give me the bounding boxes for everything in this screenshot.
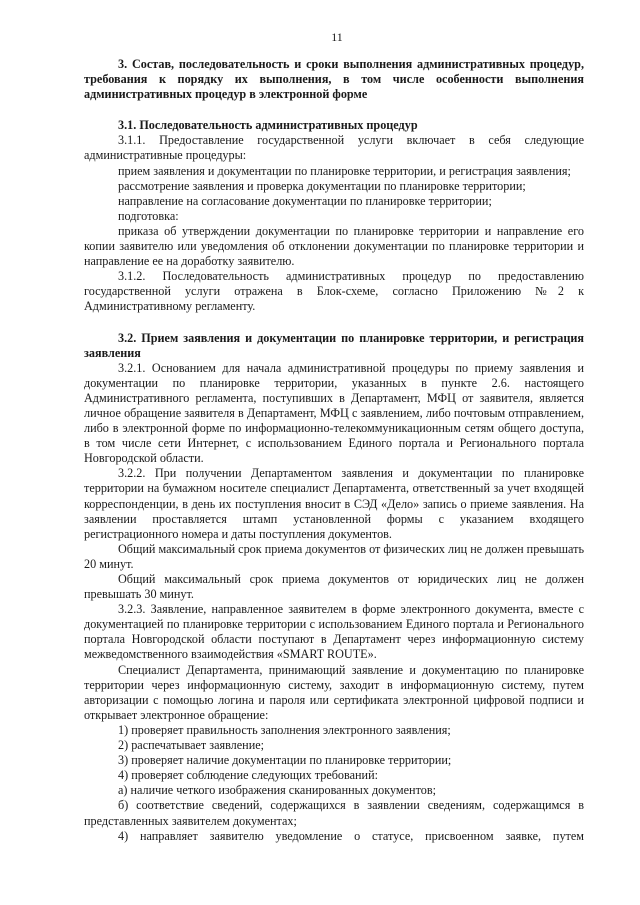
paragraph-time-individuals: Общий максимальный срок приема документов от физических лиц не должен превышать 20 минут. [84, 541, 584, 571]
check-list-item: 3) проверяет наличие документации по планировке территории; [118, 753, 452, 768]
paragraph-3-2-2: 3.2.2. При получении Департаментом заявления и документации по планировке территории на бумажном носителе специалист Департамента, ответственный за учет входящей корреспонденции, в день их поступления вносит в СЭД «Дело» запись о приеме заявления. На заявлении проставляется штамп установленной формы с указанием входящего регистрационного номера и даты поступления документов. [84, 466, 584, 541]
procedure-item: рассмотрение заявления и проверка документации по планировке территории; [118, 178, 526, 193]
check-list-item: 1) проверяет правильность заполнения электронного заявления; [118, 722, 451, 737]
check-list-item: 4) проверяет соблюдение следующих требований: [118, 768, 378, 783]
page-number: 11 [331, 30, 343, 44]
check-list-item: б) соответствие сведений, содержащихся в заявлении сведениям, содержащимся в представленных заявителем документах; [84, 798, 584, 828]
paragraph-3-1-1: 3.1.1. Предоставление государственной услуги включает в себя следующие административные процедуры: [84, 133, 584, 163]
check-list-item: 2) распечатывает заявление; [118, 738, 265, 753]
paragraph-specialist: Специалист Департамента, принимающий заявление и документацию по планировке территории через информационную систему, заходит в информационную систему, путем авторизации с помощью логина и пароля или сертификата электронной цифровой подписи и открывает электронное обращение: [84, 662, 584, 722]
paragraph-3-1-2: 3.1.2. Последовательность административных процедур по предоставлению государственной услуги отражена в Блок-схеме, согласно Приложению №2 к Административному регламенту. [84, 269, 584, 314]
procedure-item: приказа об утверждении документации по планировке территории и направление его копии заявителю или уведомления об отклонении документации по планировке территории и направление ее на доработку заявителю. [84, 223, 584, 269]
paragraph-time-legal-entities: Общий максимальный срок приема документов от юридических лиц не должен превышать 30 минут. [84, 572, 584, 602]
paragraph-3-2-1: 3.2.1. Основанием для начала административной процедуры по приему заявления и документации по планировке территории, указанных в пункте 2.6. настоящего Административного регламента, поступивших в Департамент, МФЦ от заявителя, является личное обращение заявителя в Департамент, МФЦ с заявлением, либо почтовым отправлением, либо в электронной форме по информационно-телекоммуникационным сетям общего доступа, в том числе сети Интернет, с использованием Единого портала и Регионального портала Новгородской области. [84, 360, 584, 466]
section-heading: 3. Состав, последовательность и сроки выполнения административных процедур, требования к порядку их выполнения, в том числе особенности выполнения административных процедур в электронной форме [84, 57, 584, 102]
subsection-heading-3-2: 3.2. Прием заявления и документации по планировке территории, и регистрация заявления [84, 330, 584, 360]
check-list-item: а) наличие четкого изображения сканированных документов; [118, 783, 436, 798]
procedure-item: направление на согласование документации по планировке территории; [118, 193, 492, 208]
procedure-item: подготовка: [118, 208, 179, 223]
procedure-item: прием заявления и документации по планировке территории, и регистрация заявления; [118, 163, 571, 178]
paragraph-3-2-3: 3.2.3. Заявление, направленное заявителем в форме электронного документа, вместе с документацией по планировке территории с использованием Единого портала и Регионального портала Новгородской области поступают в Департамент через информационную систему межведомственного взаимодействия «SMART ROUTE». [84, 602, 584, 662]
subsection-heading-3-1: 3.1. Последовательность административных процедур [118, 118, 418, 133]
check-list-item: 4) направляет заявителю уведомление о статусе, присвоенном заявке, путем [118, 828, 584, 843]
